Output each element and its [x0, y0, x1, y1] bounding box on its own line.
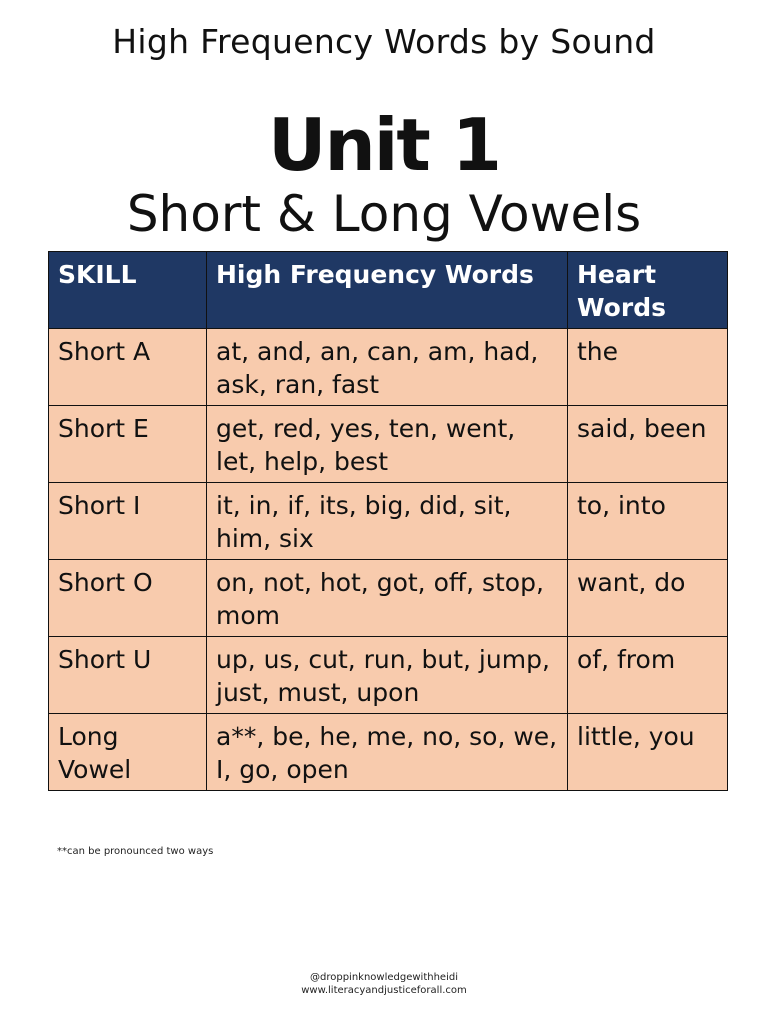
skill-cell: Short E — [49, 406, 207, 483]
heart-words-cell: to, into — [568, 483, 728, 560]
table-row — [49, 714, 728, 791]
heart-words-cell: the — [568, 329, 728, 406]
high-frequency-words-cell: on, not, hot, got, off, stop, mom — [207, 560, 568, 637]
heart-words-cell: want, do — [568, 560, 728, 637]
column-header-skill: SKILL — [49, 252, 207, 329]
high-frequency-words-cell: it, in, if, its, big, did, sit, him, six — [207, 483, 568, 560]
skill-cell: Short U — [49, 637, 207, 714]
table-row — [49, 637, 728, 714]
heart-words-cell: of, from — [568, 637, 728, 714]
heart-words-cell: said, been — [568, 406, 728, 483]
table-row — [49, 329, 728, 406]
high-frequency-words-cell: get, red, yes, ten, went, let, help, best — [207, 406, 568, 483]
table-row — [49, 406, 728, 483]
high-frequency-words-cell: at, and, an, can, am, had, ask, ran, fast — [207, 329, 568, 406]
website-text: www.literacyandjusticeforall.com — [301, 985, 467, 996]
page-title: High Frequency Words by Sound — [112, 22, 656, 61]
column-header-heart-words: Heart Words — [568, 252, 728, 329]
skill-cell: Short I — [49, 483, 207, 560]
skill-cell: Short O — [49, 560, 207, 637]
high-frequency-words-cell: a**, be, he, me, no, so, we, I, go, open — [207, 714, 568, 791]
table-row — [49, 560, 728, 637]
word-table — [48, 251, 728, 791]
heart-words-cell: little, you — [568, 714, 728, 791]
social-handle: @droppinknowledgewithheidi — [310, 972, 458, 983]
unit-heading: Unit 1 — [268, 103, 500, 187]
high-frequency-words-cell: up, us, cut, run, but, jump, just, must, upon — [207, 637, 568, 714]
unit-subtitle: Short & Long Vowels — [126, 185, 642, 243]
column-header-high-frequency-words: High Frequency Words — [207, 252, 568, 329]
table-header-row — [49, 252, 728, 329]
skill-cell: Short A — [49, 329, 207, 406]
table-row — [49, 483, 728, 560]
credits — [0, 971, 768, 997]
skill-cell: Long Vowel — [49, 714, 207, 791]
footnote: **can be pronounced two ways — [57, 846, 214, 857]
